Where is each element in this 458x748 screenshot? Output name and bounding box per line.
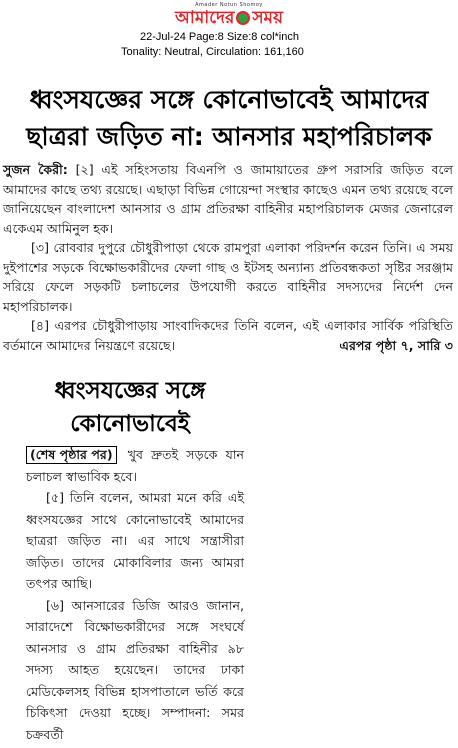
headline-line-2: ছাত্ররা জড়িত না: আনসার মহাপরিচালক bbox=[26, 122, 432, 151]
story-paragraph-1 bbox=[3, 160, 453, 238]
newspaper-logo bbox=[175, 8, 283, 28]
continuation-head-line-1: ধ্বংসযজ্ঞের সঙ্গে bbox=[54, 378, 206, 404]
headline-line-1: ধ্বংসযজ্ঞের সঙ্গে কোনোভাবেই আমাদের bbox=[29, 85, 429, 114]
continuation-paragraph-0-text: খুব দ্রুতই সড়কে যান চলাচল স্বাভাবিক হবে। bbox=[26, 447, 244, 484]
continuation-body bbox=[26, 444, 244, 745]
jump-reference: এরপর পৃষ্ঠা ৭, সারি ৩ bbox=[339, 337, 453, 353]
continuation-head-line-2: কোনোভাবেই bbox=[70, 411, 190, 437]
clipping-meta: 22-Jul-24 Page:8 Size:8 col*inch bbox=[140, 31, 299, 43]
logo-seal-icon bbox=[236, 11, 250, 25]
continuation-paragraph-0 bbox=[26, 444, 244, 487]
masthead bbox=[0, 2, 458, 28]
continued-from-label: (শেষ পৃষ্ঠার পর) bbox=[26, 446, 117, 464]
story-paragraph-2: [৩] রোববার দুপুরে চৌধুরীপাড়া থেকে রামপুরা এলাকা পরিদর্শন করেন তিনি। এ সময় দুইপাশের সড়কে বিক্ষোভকারীদের ফেলা গাছ ও ইটসহ অন্যান্য প্রতিবন্ধকতা সৃষ্টির সরঞ্জাম সরিয়ে ফেলে সড়কটি চলাচলের উপযোগী করতে বাহিনীর সদস্যদের নির্দেশ দেন মহাপরিচালক। bbox=[3, 240, 453, 314]
story-paragraph-3 bbox=[3, 316, 453, 355]
story-paragraph-3-text: [৪] এরপর চৌধুরীপাড়ায় সাংবাদিকদের তিনি বলেন, এই এলাকার সার্বিক পরিস্থিতি বর্তমানে আমাদের নিয়ন্ত্রণে রয়েছে। bbox=[3, 318, 453, 353]
masthead-tagline: Amader Notun Shomoy bbox=[195, 2, 263, 8]
clipping-tonality: Tonality: Neutral, Circulation: 161,160 bbox=[121, 46, 304, 58]
continuation-paragraph-2: [৬] আনসারের ডিজি আরও জানান, সারাদেশে বিক্ষোভকারীদের সঙ্গে সংঘর্ষে আনসার ও গ্রাম প্রতিরক্ষা বাহিনীর ৯৮ সদস্য আহত হয়েছেন। তাদের ঢাকা মেডিকেলসহ বিভিন্ন হাসপাতালে ভর্তি করে চিকিৎসা দেওয়া হচ্ছে। সম্পাদনা: সমর চক্রবর্তী bbox=[26, 597, 244, 742]
story-paragraph-1-text: [২] এই সহিংসতায় বিএনপি ও জামায়াতের গ্রুপ সরাসরি জড়িত বলে আমাদের কাছে তথ্য রয়েছে। এছাড়া বিভিন্ন গোয়েন্দা সংস্থার কাছেও এমন তথ্য রয়েছে বলে জানিয়েছেন বাংলাদেশ আনসার ও গ্রাম প্রতিরক্ষা বাহিনীর মহাপরিচালক মেজর জেনারেল একেএম আমিনুল হক। bbox=[3, 162, 454, 236]
continuation-paragraph-1: [৫] তিনি বলেন, আমরা মনে করি এই ধ্বংসযজ্ঞের সাথে কোনোভাবেই আমাদের ছাত্ররা জড়িত না। এর সাথে সন্ত্রাসীরা জড়িত। তাদের মোকাবিলার জন্য আমরা তৎপর আছি। bbox=[26, 490, 244, 591]
story-body bbox=[3, 160, 453, 355]
logo-text-left: আমাদের bbox=[175, 8, 235, 28]
logo-text-right: সময় bbox=[252, 8, 283, 28]
byline: সুজন কৈরী: bbox=[3, 162, 68, 177]
